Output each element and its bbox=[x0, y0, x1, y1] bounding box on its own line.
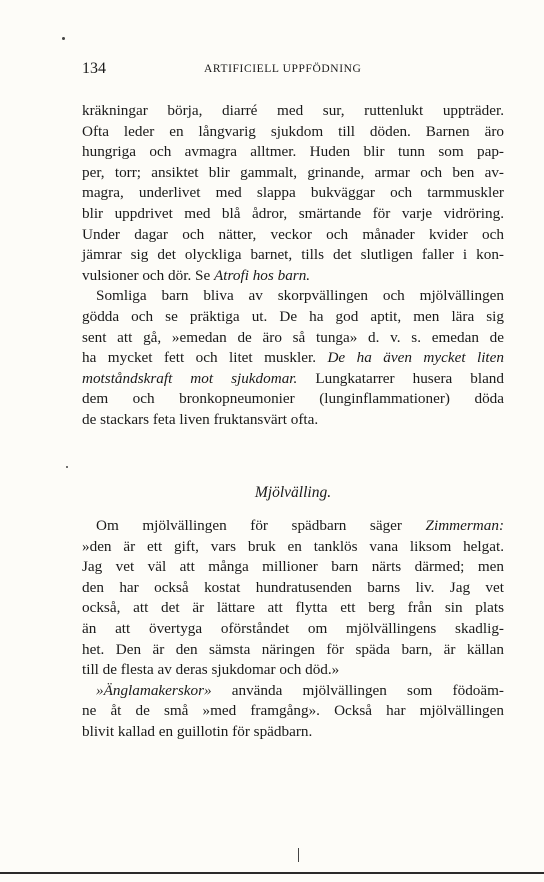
text-line bbox=[82, 369, 504, 390]
text-line bbox=[82, 681, 504, 702]
body-text bbox=[82, 101, 504, 431]
emphasis-text: motståndskraft mot sjukdomar. bbox=[82, 369, 298, 387]
text-line: till de flesta av deras sjukdomar och död.» bbox=[82, 661, 340, 679]
section-text bbox=[82, 516, 504, 743]
text-line: de stackars feta liven fruktansvärt ofta. bbox=[82, 410, 319, 428]
text-line: per, torr; ansiktet blir gammalt, grinande, armar och ben av- bbox=[82, 163, 504, 181]
scan-edge-line bbox=[0, 872, 544, 874]
text-line: blivit kallad en guillotin för spädbarn. bbox=[82, 722, 313, 740]
text-line: än att övertyga oförståndet om mjölvällingens skadlig- bbox=[82, 619, 504, 637]
text-line: Somliga barn bliva av skorpvällingen och mjölvällingen bbox=[96, 287, 504, 305]
text-fragment: vulsioner och dör. Se bbox=[82, 266, 215, 284]
text-line: också, att det är lättare att flytta ett berg från sin plats bbox=[82, 599, 504, 617]
cross-reference: Atrofi hos barn. bbox=[214, 266, 311, 284]
page-number: 134 bbox=[82, 60, 106, 77]
text-fragment: ha mycket fett och litet muskler. bbox=[82, 349, 328, 367]
text-line: magra, underlivet med slappa bukväggar och tarmmuskler bbox=[82, 184, 504, 202]
text-line: kräkningar börja, diarré med sur, ruttenlukt uppträder. bbox=[82, 102, 504, 119]
section-heading: Mjölvälling. bbox=[254, 484, 332, 501]
text-line: »den är ett gift, vars bruk en tanklös vana liksom helgat. bbox=[82, 537, 504, 555]
text-line: Under dagar och nätter, veckor och månader kvider och bbox=[82, 225, 504, 243]
text-line bbox=[82, 266, 504, 287]
text-line: het. Den är den sämsta näringen för späda barn, är källan bbox=[82, 640, 504, 658]
paper-speck bbox=[298, 848, 299, 862]
author-name: Zimmerman: bbox=[425, 517, 504, 534]
text-line: Jag vet väl att många millioner barn närts därmed; men bbox=[82, 558, 504, 576]
text-line: dem och bronkopneumonier (lunginflammationer) döda bbox=[82, 390, 504, 408]
text-fragment: Om mjölvällingen för spädbarn säger bbox=[96, 517, 426, 534]
emphasis-text: »Änglamakerskor» bbox=[96, 681, 212, 699]
text-fragment: Lungkatarrer husera bland bbox=[297, 369, 504, 387]
page-header bbox=[82, 60, 502, 82]
text-line: gödda och se präktiga ut. De ha god aptit, men lära sig bbox=[82, 307, 504, 325]
paper-speck bbox=[66, 466, 68, 468]
emphasis-text: De ha även mycket liten bbox=[327, 349, 504, 367]
paper-speck bbox=[62, 37, 65, 40]
text-line: Ofta leder en långvarig sjukdom till döden. Barnen äro bbox=[82, 122, 504, 140]
running-head: ARTIFICIELL UPPFÖDNING bbox=[204, 63, 362, 75]
text-line bbox=[82, 348, 504, 369]
text-line bbox=[82, 516, 504, 537]
text-line: ne åt de små »med framgång». Också har mjölvällingen bbox=[82, 702, 504, 720]
text-line: hungriga och avmagra alltmer. Huden blir tunn som pap- bbox=[82, 143, 504, 161]
text-line: sent att gå, »emedan de äro så tunga» d. v. s. emedan de bbox=[82, 328, 504, 346]
text-line: jämrar sig det olyckliga barnet, tills det slutligen faller i kon- bbox=[82, 246, 504, 264]
text-line: den har också kostat hundratusenden barns liv. Jag vet bbox=[82, 578, 504, 596]
text-line: blir uppdrivet med blå ådror, smärtande för varje vidröring. bbox=[82, 204, 504, 222]
text-fragment: använda mjölvällingen som födoäm- bbox=[211, 681, 504, 699]
